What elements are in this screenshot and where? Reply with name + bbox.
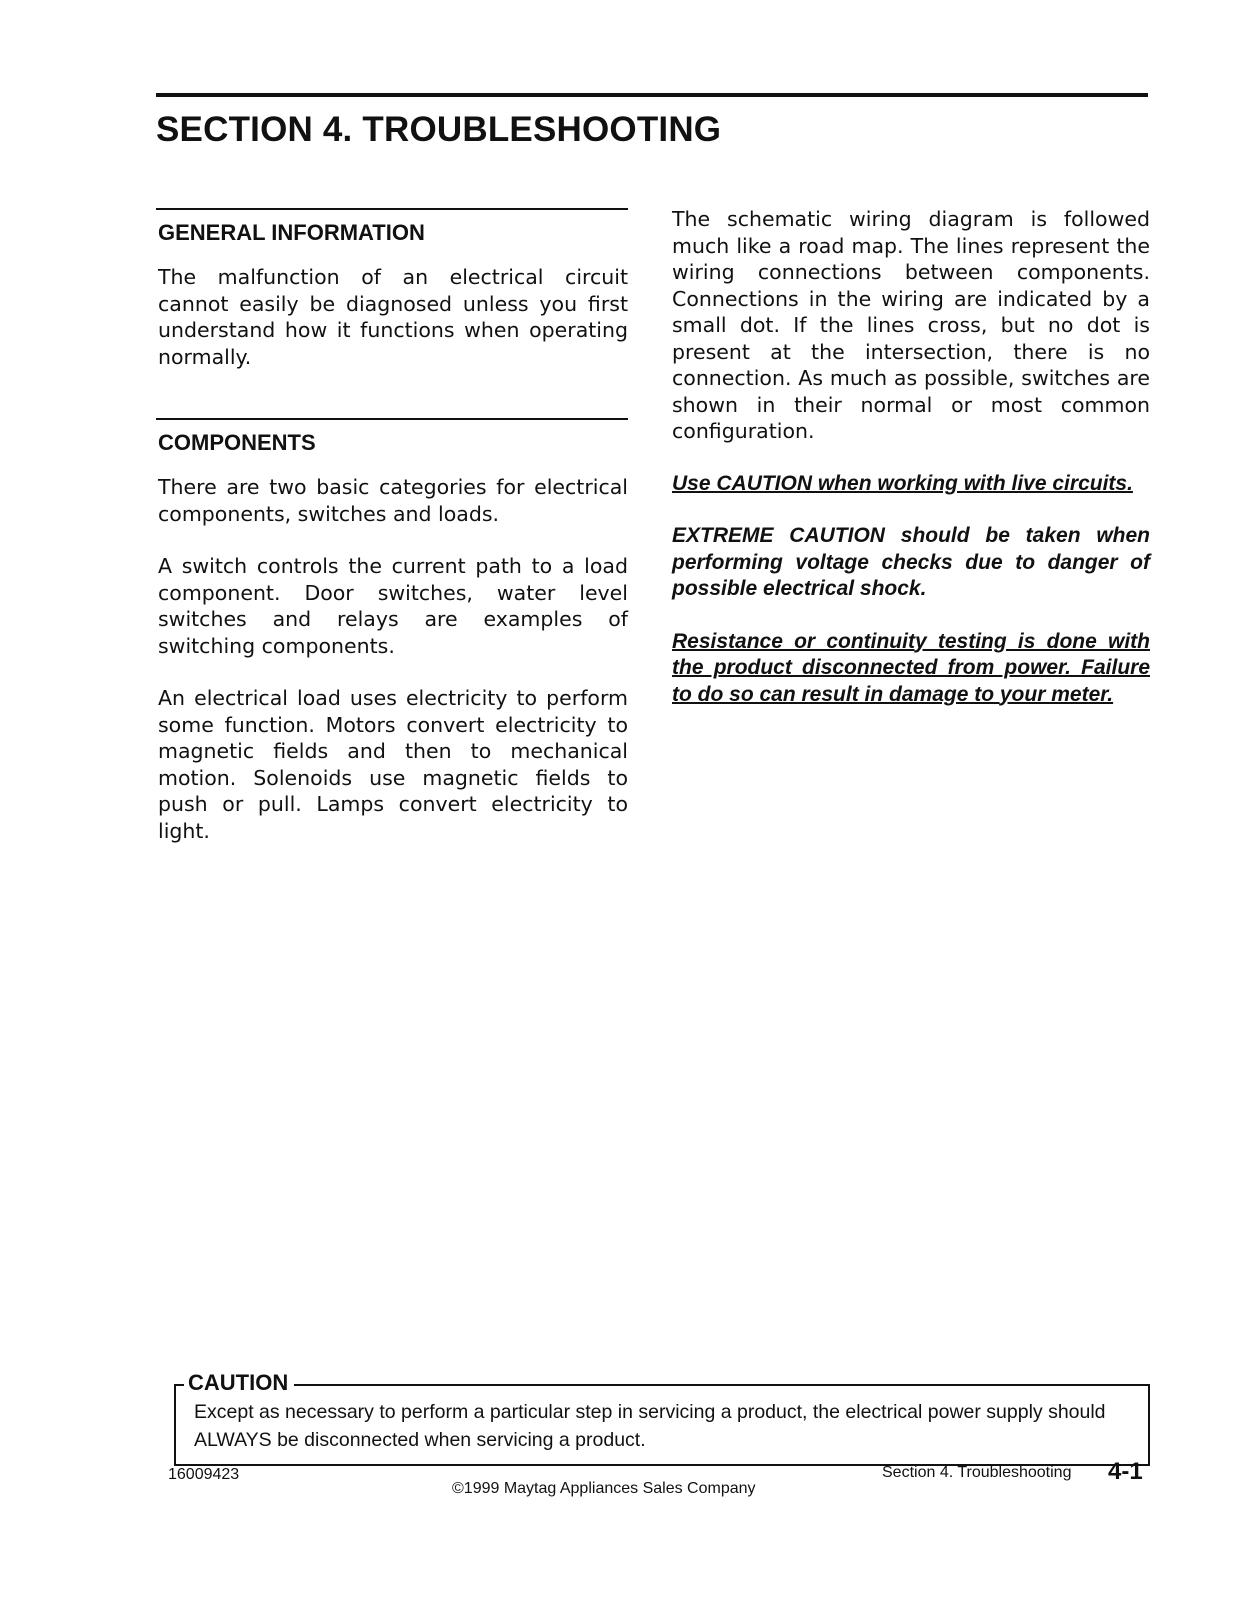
components-heading: COMPONENTS (158, 430, 316, 455)
components-paragraph: There are two basic categories for electrical components, switches and loads. (158, 475, 628, 526)
right-column (672, 206, 1150, 708)
load-paragraph: An electrical load uses electricity to perform some function. Motors convert electricity to magnetic fields and then to mechanical motion. Solenoids use magnetic fields to push or pull. Lamps convert electricity to light. (158, 686, 628, 843)
page-number: 4-1 (1108, 1458, 1143, 1485)
heading-rule (156, 208, 628, 210)
top-rule (156, 93, 1148, 97)
caution-box (174, 1368, 1154, 1468)
caution-label: CAUTION (184, 1368, 294, 1398)
general-information-paragraph: The malfunction of an electrical circuit cannot easily be diagnosed unless you first understand how it functions when operating normally. (158, 265, 628, 369)
general-information-heading: GENERAL INFORMATION (158, 220, 425, 245)
document-number: 16009423 (168, 1466, 240, 1483)
section-title: SECTION 4. TROUBLESHOOTING (156, 110, 722, 149)
extreme-caution-note: EXTREME CAUTION should be taken when performing voltage checks due to danger of possible electrical shock. (672, 524, 1150, 600)
switch-paragraph: A switch controls the current path to a load component. Door switches, water level switches and relays are examples of switching components. (158, 554, 628, 658)
copyright: ©1999 Maytag Appliances Sales Company (452, 1480, 756, 1497)
live-circuit-caution: Use CAUTION when working with live circuits. (672, 471, 1133, 495)
caution-text: Except as necessary to perform a particular step in servicing a product, the electrical power supply should ALWAYS be disconnected when servicing a product. (194, 1401, 1106, 1451)
schematic-paragraph: The schematic wiring diagram is followed much like a road map. The lines represent the wiring connections between components. Connections in the wiring are indicated by a small dot. If the lines cross, but no dot is present at the intersection, there is no connection. As much as possible, switches are shown in their normal or most common configuration. (672, 207, 1150, 443)
resistance-testing-note: Resistance or continuity testing is done with the product disconnected from power. Failure to do so can result in damage to your meter. (672, 629, 1150, 706)
heading-rule (156, 418, 628, 420)
left-column (158, 208, 628, 844)
footer-section-label: Section 4. Troubleshooting (882, 1464, 1072, 1481)
